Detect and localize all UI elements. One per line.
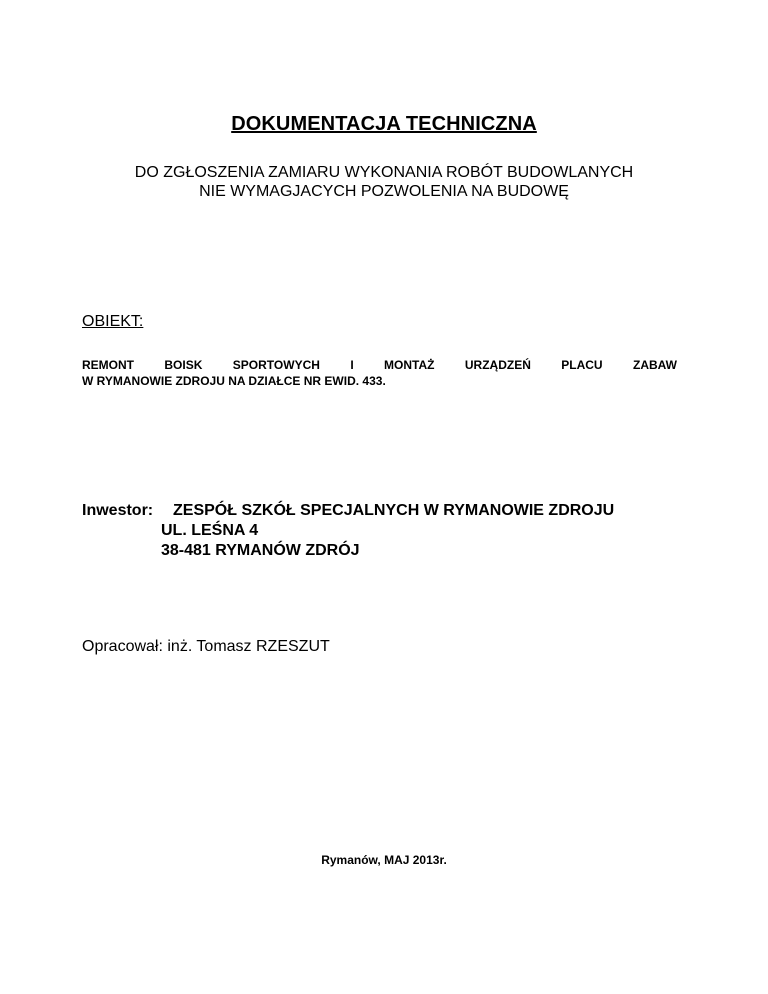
place-and-date: Rymanów, MAJ 2013r. <box>321 853 447 867</box>
obiekt-description-line-2: W RYMANOWIE ZDROJU NA DZIAŁCE NR EWID. 433. <box>82 374 386 388</box>
prepared-by: Opracował: inż. Tomasz RZESZUT <box>82 638 330 655</box>
inwestor-line-2: UL. LEŚNA 4 <box>161 522 259 539</box>
document-subtitle-line-2: NIE WYMAGJACYCH POZWOLENIA NA BUDOWĘ <box>199 183 569 200</box>
document-subtitle-line-1: DO ZGŁOSZENIA ZAMIARU WYKONANIA ROBÓT BUDOWLANYCH <box>134 164 634 181</box>
obiekt-label: OBIEKT: <box>82 313 144 330</box>
inwestor-line-1: ZESPÓŁ SZKÓŁ SPECJALNYCH W RYMANOWIE ZDROJU <box>173 502 615 519</box>
document-title: DOKUMENTACJA TECHNICZNA <box>231 113 537 135</box>
inwestor-label: Inwestor: <box>82 502 154 519</box>
inwestor-line-3: 38-481 RYMANÓW ZDRÓJ <box>161 542 360 559</box>
obiekt-description-line-1: REMONT BOISK SPORTOWYCH I MONTAŻ URZĄDZEŃ PLACU ZABAW <box>82 358 677 372</box>
